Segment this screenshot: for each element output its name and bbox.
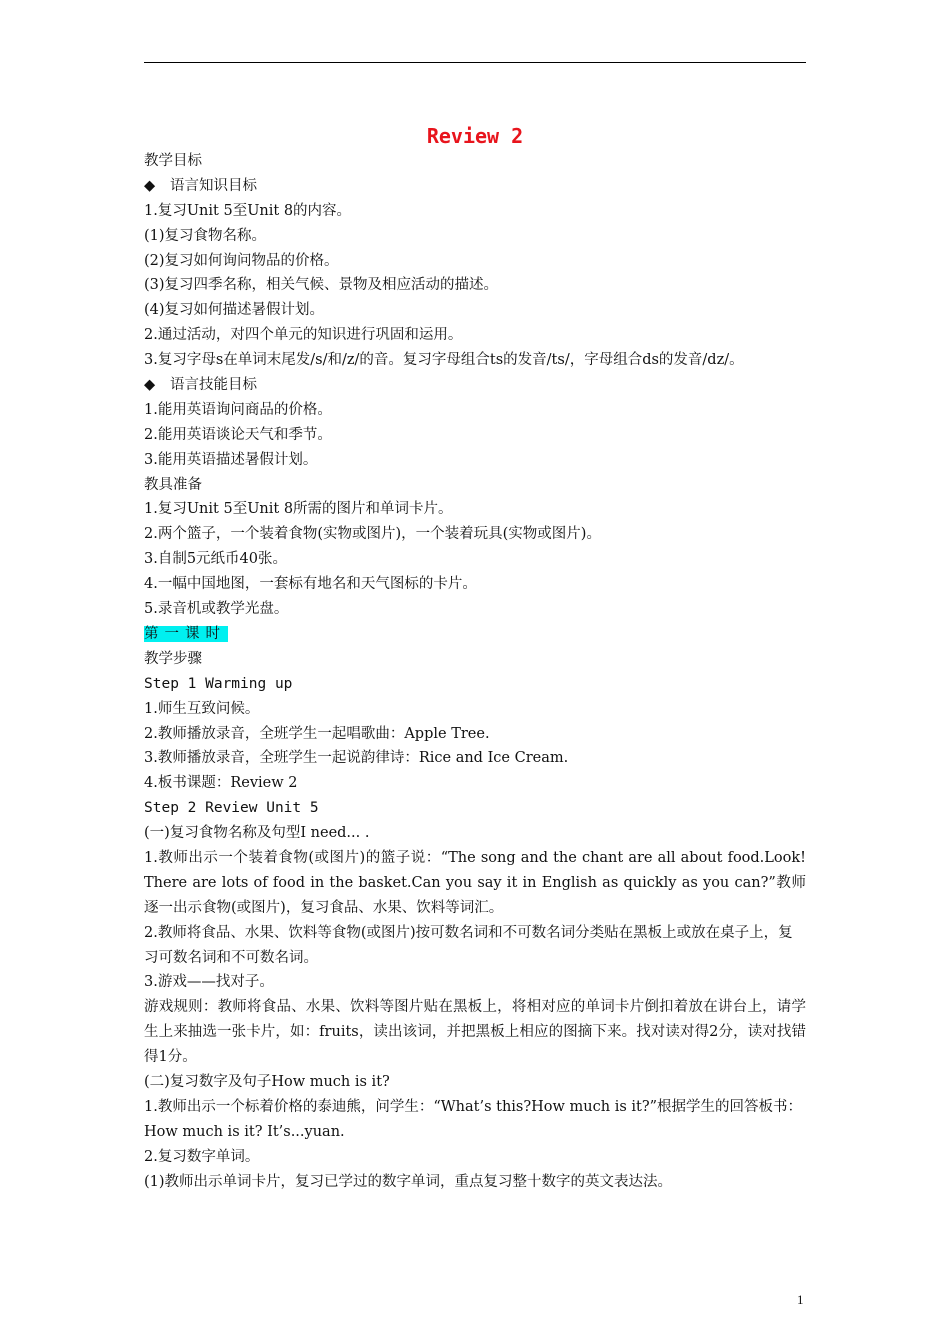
paragraph: 4.板书课题：Review 2 [144, 775, 298, 792]
lesson-label-highlight: 第一课时 [144, 625, 226, 642]
paragraph: (二)复习数字及句子How much is it? [144, 1074, 390, 1091]
paragraph: 1.教师出示一个装着食物(或图片)的篮子说：“The song and the chant are all about food.Look! There are lots of food in the basket.Can you say it in English as quickly as you can?”教师逐一出示食物(或图片)，复习食品、水果、饮料等词汇。 [144, 849, 806, 916]
paragraph: 1.师生互致问候。 [144, 700, 260, 717]
paragraph: 1.复习Unit 5至Unit 8所需的图片和单词卡片。 [144, 501, 453, 518]
subheading-skills [144, 373, 806, 398]
paragraph: 2.两个篮子，一个装着食物(实物或图片)，一个装着玩具(实物或图片)。 [144, 526, 601, 543]
paragraph: 2.教师将食品、水果、饮料等食物(或图片)按可数名词和不可数名词分类贴在黑板上或放在桌子上，复习可数名词和不可数名词。 [144, 924, 793, 966]
page-title: Review 2 [426, 124, 524, 148]
paragraph: (2)复习如何询问物品的价格。 [144, 252, 339, 269]
paragraph: (一)复习食物名称及句型I need... . [144, 825, 370, 842]
paragraph: 3.游戏——找对子。 [144, 974, 274, 991]
paragraph: 1.教师出示一个标着价格的泰迪熊，问学生：“What’s this?How much is it?”根据学生的回答板书：How much is it? It’s...yuan. [144, 1098, 803, 1140]
paragraph: 3.能用英语描述暑假计划。 [144, 451, 318, 468]
paragraph: 4.一幅中国地图，一套标有地名和天气图标的卡片。 [144, 576, 477, 593]
document-body [144, 149, 806, 1195]
diamond-bullet-icon: ◆ [144, 177, 156, 194]
paragraph: 1.复习Unit 5至Unit 8的内容。 [144, 202, 352, 219]
paragraph: 2.通过活动，对四个单元的知识进行巩固和运用。 [144, 327, 463, 344]
diamond-bullet-icon: ◆ [144, 377, 156, 394]
step-heading: Step 2 Review Unit 5 [144, 800, 319, 817]
paragraph: 2.复习数字单词。 [144, 1148, 260, 1165]
lesson-label [144, 622, 806, 647]
subheading-skills-text: 语言技能目标 [170, 377, 257, 394]
paragraph: 游戏规则：教师将食品、水果、饮料等图片贴在黑板上，将相对应的单词卡片倒扣着放在讲台上，请学生上来抽选一张卡片，如：fruits，读出该词，并把黑板上相应的图摘下来。找对读对得2分，读对找错得1分。 [144, 999, 806, 1066]
paragraph: (1)教师出示单词卡片，复习已学过的数字单词，重点复习整十数字的英文表达法。 [144, 1173, 673, 1190]
paragraph: (3)复习四季名称，相关气候、景物及相应活动的描述。 [144, 277, 499, 294]
paragraph: 3.教师播放录音，全班学生一起说韵律诗：Rice and Ice Cream. [144, 750, 569, 767]
paragraph: 3.复习字母s在单词末尾发/s/和/z/的音。复习字母组合ts的发音/ts/，字母组合ds的发音/dz/。 [144, 352, 744, 369]
subheading-knowledge-text: 语言知识目标 [170, 177, 257, 194]
page-number: 1 [797, 1292, 804, 1307]
paragraph: 2.教师播放录音，全班学生一起唱歌曲：Apple Tree. [144, 725, 490, 742]
paragraph: 1.能用英语询问商品的价格。 [144, 401, 332, 418]
paragraph: (4)复习如何描述暑假计划。 [144, 302, 325, 319]
paragraph: 3.自制5元纸币40张。 [144, 551, 288, 568]
paragraph: 5.录音机或教学光盘。 [144, 601, 289, 618]
header-rule [144, 62, 806, 63]
step-heading: Step 1 Warming up [144, 675, 293, 692]
paragraph: 2.能用英语谈论天气和季节。 [144, 426, 332, 443]
section-heading-materials: 教具准备 [144, 476, 202, 493]
paragraph: (1)复习食物名称。 [144, 227, 267, 244]
section-heading-goals: 教学目标 [144, 153, 202, 169]
section-heading-steps: 教学步骤 [144, 650, 202, 667]
subheading-knowledge [144, 174, 806, 199]
